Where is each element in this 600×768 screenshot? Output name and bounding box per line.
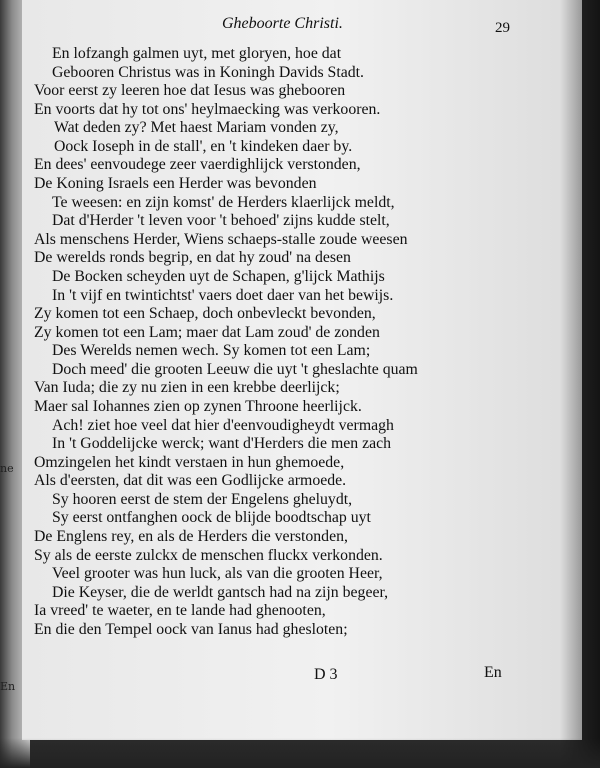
verse-line: Doch meed' die grooten Leeuw die uyt 't gheslachte quam <box>52 360 418 378</box>
signature-mark: D 3 <box>314 666 338 683</box>
bottom-shadow <box>0 738 600 768</box>
verse-line: Zy komen tot een Schaep, doch onbevleckt bevonden, <box>34 305 376 323</box>
verse-line: In 't vijf en twintichtst' vaers doet daer van het bewijs. <box>52 286 394 304</box>
verse-line: Maer sal Iohannes zien op zynen Throone heerlijck. <box>34 397 362 415</box>
verse-line: Ia vreed' te waeter, en te lande had ghenooten, <box>34 602 326 620</box>
verse-line: Als menschens Herder, Wiens schaeps-stalle zoude weesen <box>34 230 408 248</box>
verse-line: Voor eerst zy leeren hoe dat Iesus was ghebooren <box>34 82 346 100</box>
verse-line: Van Iuda; die zy nu zien in een krebbe deerlijck; <box>34 379 340 397</box>
verse-line: Sy eerst ontfanghen oock de blijde boodtschap uyt <box>52 509 371 527</box>
verse-line: Dat d'Herder 't leven voor 't behoed' zijns kudde stelt, <box>52 212 390 230</box>
poem-text <box>34 45 504 640</box>
running-head: Gheboorte Christi. <box>222 15 343 32</box>
verse-line: De Englens rey, en als de Herders die verstonden, <box>34 528 348 546</box>
margin-fragment: ne <box>0 462 14 475</box>
verse-line: De Koning Israels een Herder was bevonden <box>34 175 317 193</box>
catchword: En <box>484 664 502 681</box>
margin-fragment: En <box>0 680 16 693</box>
verse-line: Des Werelds nemen wech. Sy komen tot een Lam; <box>52 342 371 360</box>
page-number: 29 <box>495 20 510 36</box>
verse-line: Wat deden zy? Met haest Mariam vonden zy, <box>54 119 339 137</box>
verse-line: En lofzangh galmen uyt, met gloryen, hoe dat <box>52 45 342 62</box>
verse-line: Zy komen tot een Lam; maer dat Lam zoud' de zonden <box>34 323 380 341</box>
verse-line: De werelds ronds begrip, en dat hy zoud' na desen <box>34 249 351 267</box>
verse-line: Gebooren Christus was in Koningh Davids Stadt. <box>52 63 364 81</box>
verse-line: Te weesen: en zijn komst' de Herders klaerlijck meldt, <box>52 193 395 211</box>
verse-line: Oock Ioseph in de stall', en 't kindeken daer by. <box>54 137 353 155</box>
verse-line: En die den Tempel oock van Ianus had ghesloten; <box>34 620 348 638</box>
verse-line: En voorts dat hy tot ons' heylmaecking was verkooren. <box>34 100 381 118</box>
verse-line: Veel grooter was hun luck, als van die grooten Heer, <box>52 565 383 583</box>
verse-line: En dees' eenvoudege zeer vaerdighlijck verstonden, <box>34 156 361 174</box>
verse-line: Omzingelen het kindt verstaen in hun ghemoede, <box>34 453 345 471</box>
verse-line: Ach! ziet hoe veel dat hier d'eenvoudigheydt vermagh <box>52 416 394 434</box>
verse-line: In 't Goddelijcke werck; want d'Herders die men zach <box>52 435 392 453</box>
verse-line: Sy hooren eerst de stem der Engelens gheluydt, <box>52 490 353 508</box>
page-footer <box>22 664 582 688</box>
gutter-shadow <box>560 0 600 768</box>
page-header <box>22 12 582 36</box>
verse-line: Sy als de eerste zulckx de menschen fluckx verkonden. <box>34 546 383 564</box>
verse-line: Die Keyser, die de werldt gantsch had na zijn begeer, <box>52 583 389 601</box>
verse-line: Als d'eersten, dat dit was een Godlijcke armoede. <box>34 472 347 490</box>
verse-line: De Bocken scheyden uyt de Schapen, g'lijck Mathijs <box>52 267 385 285</box>
